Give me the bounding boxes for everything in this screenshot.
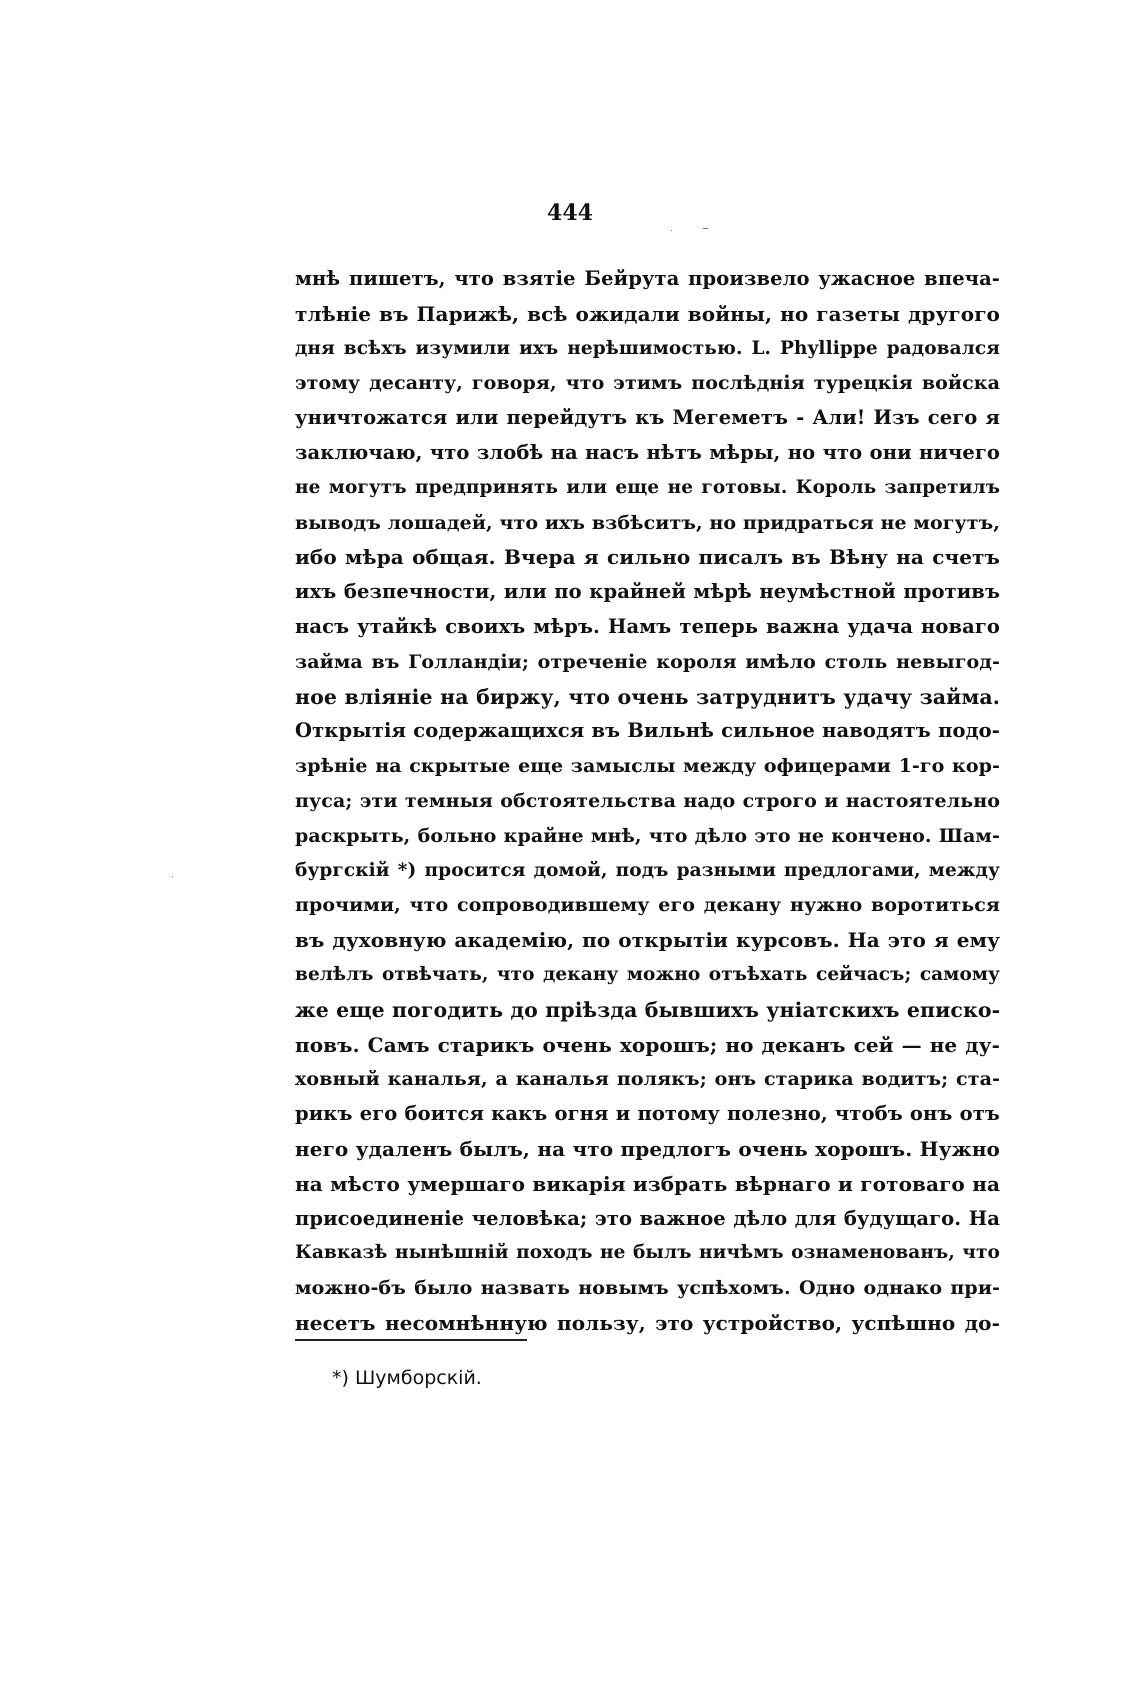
- text-line: не могутъ предпринять или еще не готовы. Король запретилъ: [295, 476, 1000, 498]
- text-line: несетъ несомнѣнную пользу, это устройство, успѣшно до-: [295, 1310, 1000, 1335]
- text-line: насъ утайкѣ своихъ мѣръ. Намъ теперь важна удача новаго: [295, 614, 1000, 638]
- text-line: займа въ Голландіи; отреченіе короля имѣло столь невыгод-: [295, 650, 1000, 673]
- text-line: Кавказѣ нынѣшній походъ не былъ ничѣмъ ознаменованъ, что: [295, 1242, 1000, 1264]
- text-line: уничтожатся или перейдутъ къ Мегеметъ - Али! Изъ сего я: [295, 406, 1000, 430]
- text-line: велѣлъ отвѣчать, что декану можно отъѣхать сейчасъ; самому: [295, 963, 1000, 985]
- body-text: [295, 262, 1000, 1341]
- text-line: мнѣ пишетъ, что взятіе Бейрута произвело ужасное впеча-: [295, 267, 1000, 290]
- text-line: же еще погодить до пріѣзда бывшихъ уніатскихъ еписко-: [295, 997, 1000, 1022]
- text-line: можно-бъ было назвать новымъ успѣхомъ. Одно однако при-: [295, 1277, 1000, 1300]
- text-line: выводъ лошадей, что ихъ взбѣситъ, но придраться не могутъ,: [295, 511, 1000, 534]
- text-line: на мѣсто умершаго викарія избрать вѣрнаго и готоваго на: [295, 1171, 1000, 1196]
- print-speck: [172, 876, 173, 877]
- text-line: бургскій *) просится домой, подъ разными предлогами, между: [295, 859, 1000, 881]
- text-line: ибо мѣра общая. Вчера я сильно писалъ въ Вѣну на счетъ: [295, 545, 1000, 570]
- text-line: присоединеніе человѣка; это важное дѣло для будущаго. На: [295, 1206, 1000, 1230]
- text-line: въ духовную академію, по открытіи курсовъ. На это я ему: [295, 928, 1000, 953]
- text-line: дня всѣхъ изумили ихъ нерѣшимостью. L. Phyllippe радовался: [295, 337, 1000, 359]
- print-speck: [703, 228, 708, 229]
- text-line: ное вліяніе на биржу, что очень затруднитъ удачу займа.: [295, 684, 1000, 709]
- text-line: рикъ его боится какъ огня и потому полезно, чтобъ онъ отъ: [295, 1102, 1000, 1126]
- footnote: *) Шумборскій.: [332, 1367, 482, 1389]
- page-number: 444: [547, 200, 593, 226]
- print-speck: [671, 230, 672, 231]
- text-line: прочими, что сопроводившему его декану нужно воротиться: [295, 894, 1000, 917]
- text-line: тлѣніе въ Парижѣ, всѣ ожидали войны, но газеты другого: [295, 301, 1000, 326]
- text-line: ихъ безпечности, или по крайней мѣрѣ неумѣстной противъ: [295, 580, 1000, 604]
- text-line: него удаленъ былъ, на что предлогъ очень хорошъ. Нужно: [295, 1136, 1000, 1161]
- text-line: ховный каналья, а каналья полякъ; онъ старика водитъ; ста-: [295, 1068, 1000, 1091]
- text-line: раскрыть, больно крайне мнѣ, что дѣло это не кончено. Шам-: [295, 824, 1000, 847]
- text-line: пуса; эти темныя обстоятельства надо строго и настоятельно: [295, 789, 1000, 812]
- text-line: Открытія содержащихся въ Вильнѣ сильное наводятъ подо-: [295, 719, 1000, 743]
- text-line: заключаю, что злобѣ на насъ нѣтъ мѣры, но что они ничего: [295, 440, 1000, 464]
- text-line: повъ. Самъ старикъ очень хорошъ; но деканъ сей — не ду-: [295, 1032, 1000, 1057]
- text-line: этому десанту, говоря, что этимъ послѣднія турецкія войска: [295, 372, 1000, 395]
- footnote-divider: [295, 1339, 527, 1341]
- text-line: зрѣніе на скрытые еще замыслы между офицерами 1-го кор-: [295, 755, 1000, 778]
